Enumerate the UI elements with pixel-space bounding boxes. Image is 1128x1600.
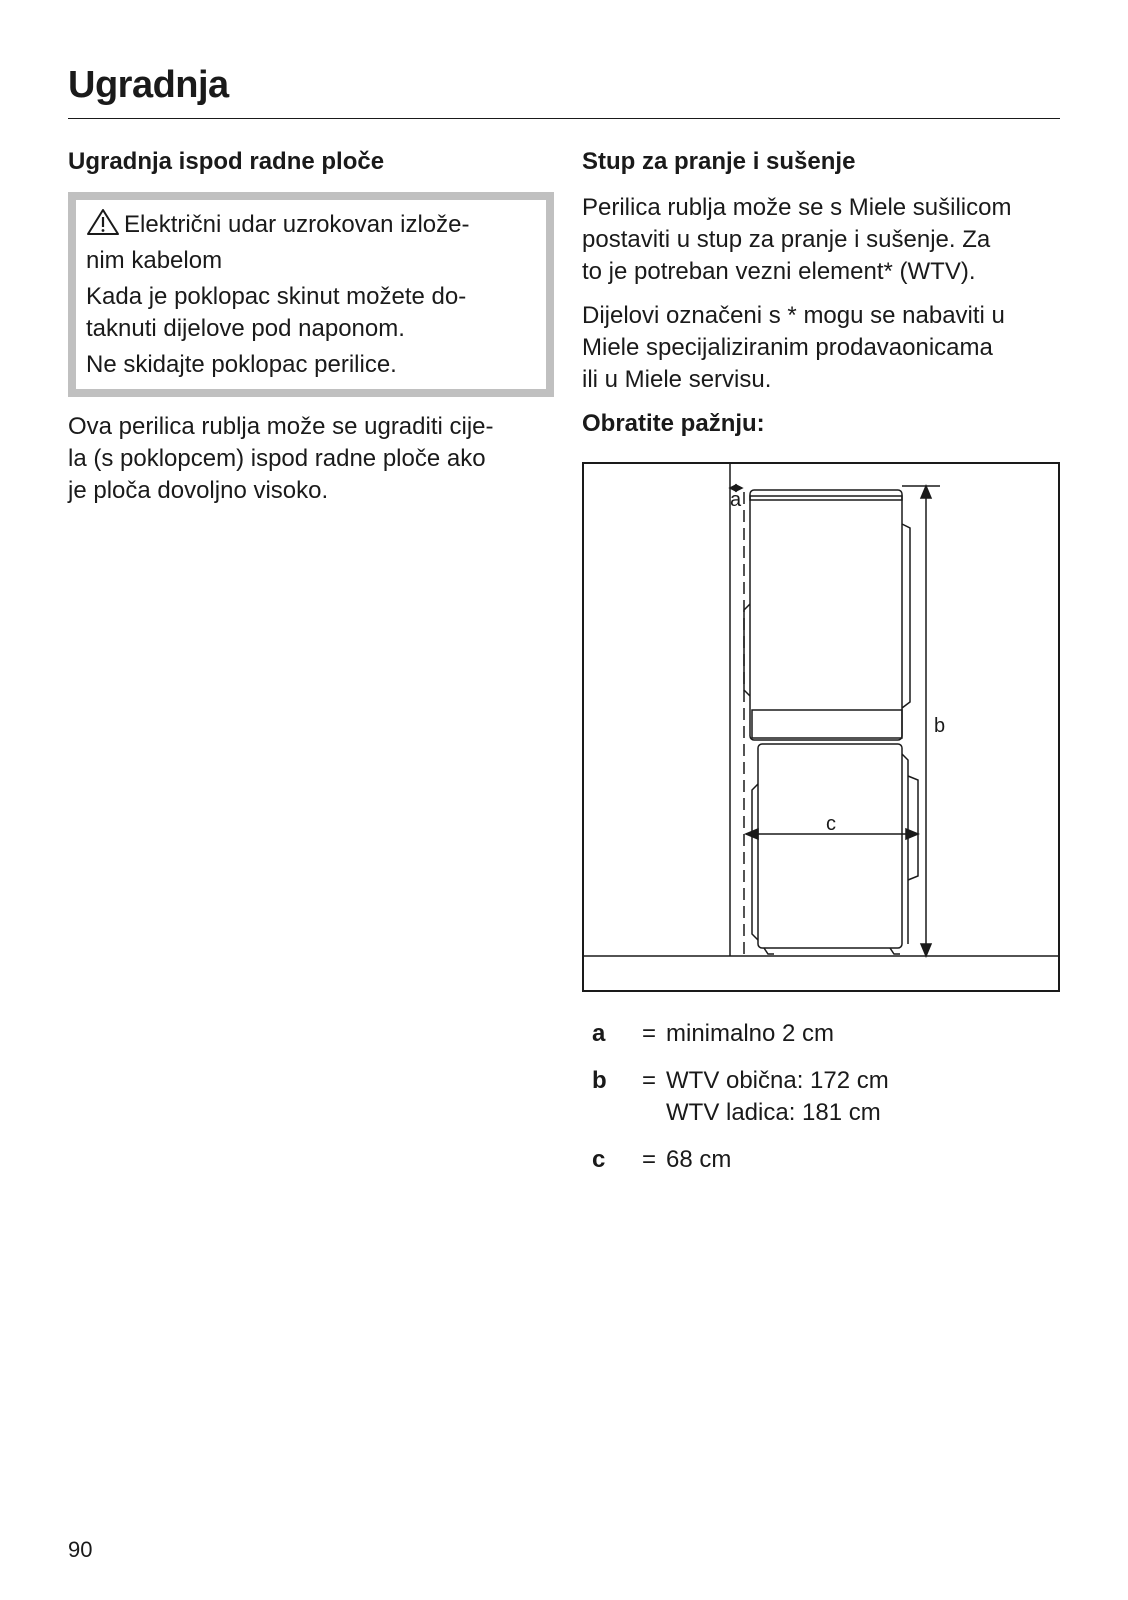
body-line-2: la (s poklopcem) ispod radne ploče ako bbox=[68, 445, 486, 472]
dryer-door bbox=[902, 524, 910, 708]
right-column bbox=[582, 146, 1062, 454]
legend-key-c: c bbox=[592, 1146, 606, 1173]
para1-line-2: postaviti u stup za pranje i sušenje. Za bbox=[582, 226, 991, 253]
legend-eq-b: = bbox=[642, 1067, 657, 1094]
warning-title bbox=[86, 208, 534, 277]
wtv-connector bbox=[752, 710, 902, 738]
stack-paragraph-1 bbox=[582, 192, 1062, 288]
label-c: c bbox=[826, 813, 836, 835]
note-heading: Obratite pažnju: bbox=[582, 410, 765, 437]
dim-b-arrow-top bbox=[921, 486, 931, 498]
washer-door bbox=[908, 776, 918, 880]
page-number: 90 bbox=[68, 1537, 93, 1562]
label-a: a bbox=[730, 489, 742, 511]
label-b: b bbox=[934, 715, 946, 737]
body-line-1: Ova perilica rublja može se ugraditi cije- bbox=[68, 413, 494, 440]
dryer-body bbox=[750, 490, 902, 740]
warning-title-line2: nim kabelom bbox=[86, 247, 223, 274]
legend-value-b-line2: WTV ladica: 181 cm bbox=[666, 1099, 881, 1126]
washer-back bbox=[752, 784, 758, 940]
legend-row-a bbox=[592, 1018, 889, 1050]
page-title: Ugradnja bbox=[68, 64, 229, 106]
section-heading-stack: Stup za pranje i sušenje bbox=[582, 148, 856, 175]
para1-line-3: to je potreban vezni element* (WTV). bbox=[582, 258, 976, 285]
stack-paragraph-2 bbox=[582, 300, 1062, 396]
washer-foot-right bbox=[890, 948, 900, 954]
washer-foot-left bbox=[764, 948, 774, 954]
warning-text-1 bbox=[86, 281, 534, 345]
warning-text-1-line1: Kada je poklopac skinut možete do- bbox=[86, 283, 467, 310]
warning-text-2: Ne skidajte poklopac perilice. bbox=[86, 351, 397, 378]
legend-eq-a: = bbox=[642, 1020, 657, 1047]
section-heading-under-counter: Ugradnja ispod radne ploče bbox=[68, 148, 385, 175]
dimension-legend bbox=[592, 1018, 889, 1191]
para2-line-1: Dijelovi označeni s * mogu se nabaviti u bbox=[582, 302, 1005, 329]
para1-line-1: Perilica rublja može se s Miele sušilicom bbox=[582, 194, 1012, 221]
legend-key-a: a bbox=[592, 1020, 606, 1047]
left-column bbox=[68, 146, 548, 521]
stack-diagram bbox=[582, 462, 1060, 992]
legend-value-c: 68 cm bbox=[666, 1146, 732, 1173]
legend-key-b: b bbox=[592, 1067, 607, 1094]
stack-diagram-svg bbox=[584, 464, 1058, 990]
legend-value-a: minimalno 2 cm bbox=[666, 1020, 835, 1047]
title-divider bbox=[68, 118, 1060, 119]
under-counter-text bbox=[68, 411, 548, 507]
warning-box bbox=[68, 192, 554, 397]
dim-c-arrow-right bbox=[906, 829, 918, 839]
body-line-3: je ploča dovoljno visoko. bbox=[68, 477, 329, 504]
legend-row-c bbox=[592, 1144, 889, 1176]
dryer-back bbox=[744, 604, 750, 696]
legend-eq-c: = bbox=[642, 1146, 657, 1173]
warning-title-line1: Električni udar uzrokovan izlože- bbox=[124, 211, 470, 238]
legend-value-b bbox=[666, 1065, 889, 1129]
legend-row-b bbox=[592, 1065, 889, 1129]
para2-line-3: ili u Miele servisu. bbox=[582, 366, 772, 393]
warning-triangle-icon bbox=[86, 208, 120, 245]
washer-body bbox=[758, 744, 902, 948]
legend-value-b-line1: WTV obična: 172 cm bbox=[666, 1067, 889, 1094]
dryer-top-edge bbox=[750, 496, 902, 500]
washer-side bbox=[902, 754, 908, 944]
dim-b-arrow-bottom bbox=[921, 944, 931, 956]
para2-line-2: Miele specijaliziranim prodavaonicama bbox=[582, 334, 993, 361]
warning-text-1-line2: taknuti dijelove pod naponom. bbox=[86, 315, 405, 342]
